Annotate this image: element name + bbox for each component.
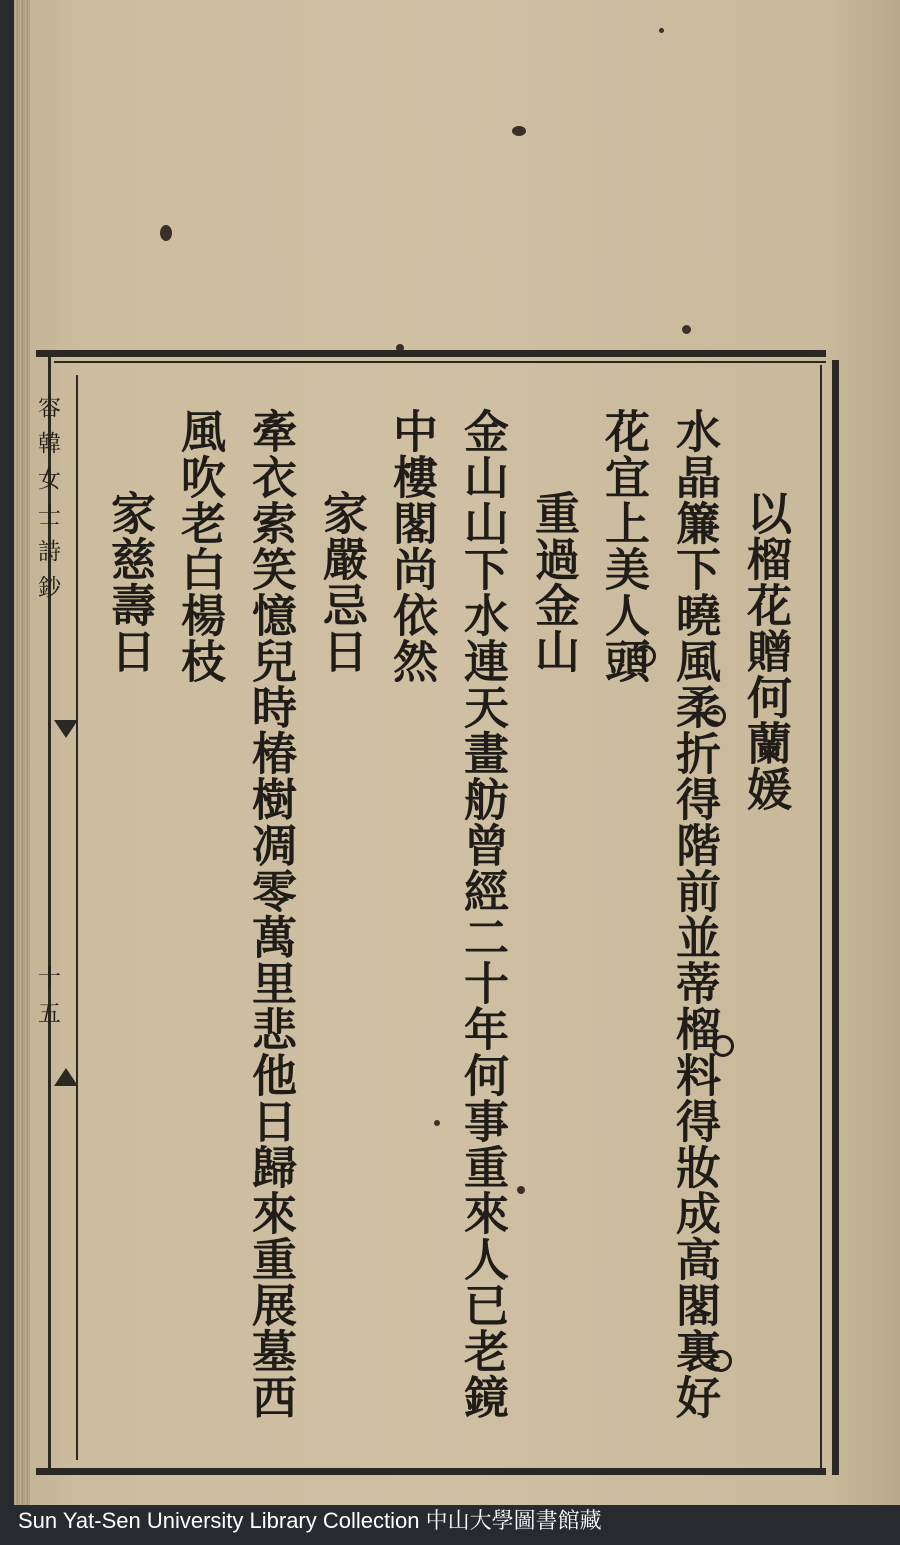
frame-top-border [36, 350, 826, 357]
fish-tail-mark-upper [54, 720, 78, 738]
poem-title-line: 家嚴忌日 [315, 490, 368, 674]
book-page [14, 0, 900, 1505]
poem-text-line: 中樓閣尚依然 [385, 408, 438, 684]
frame-right-inner-border [820, 365, 822, 1470]
wormhole-spot [659, 28, 664, 33]
library-credit-caption: Sun Yat-Sen University Library Collection 中山大學圖書館藏 [18, 1508, 602, 1533]
page-edge-stack [14, 0, 30, 1505]
punctuation-circle-mark [634, 645, 656, 667]
wormhole-spot [512, 126, 526, 136]
wormhole-spot [517, 1186, 525, 1194]
fish-tail-mark-lower [54, 1068, 78, 1086]
poem-text-line: 金山山下水連天畫舫曾經二十年何事重來人已老鏡 [456, 408, 509, 1420]
margin-page-number: 十五 [34, 965, 60, 1037]
spine-divider [76, 375, 78, 1460]
poem-title-line: 以榴花贈何蘭媛 [739, 490, 792, 812]
wormhole-spot [160, 225, 172, 241]
punctuation-circle-mark [704, 705, 726, 727]
frame-bottom-border [36, 1468, 826, 1475]
frame-top-inner-border [54, 361, 826, 363]
wormhole-spot [434, 1120, 440, 1126]
poem-text-line: 牽衣索笑憶兒時椿樹凋零萬里悲他日歸來重展墓西 [244, 408, 297, 1420]
margin-book-title: 容韓女士詩鈔 [34, 395, 60, 611]
poem-text-line: 風吹老白楊枝 [173, 408, 226, 684]
frame-right-outer-border [832, 360, 839, 1475]
poem-text-line: 花宜上美人頭 [597, 408, 650, 684]
poem-title-line: 家慈壽日 [103, 490, 156, 674]
wormhole-spot [682, 325, 691, 334]
punctuation-circle-mark [712, 1035, 734, 1057]
punctuation-circle-mark [710, 1350, 732, 1372]
poem-title-line: 重過金山 [527, 490, 580, 674]
poem-text-line: 水晶簾下曉風柔折得階前並蒂榴料得妝成高閣裏好 [668, 408, 721, 1420]
